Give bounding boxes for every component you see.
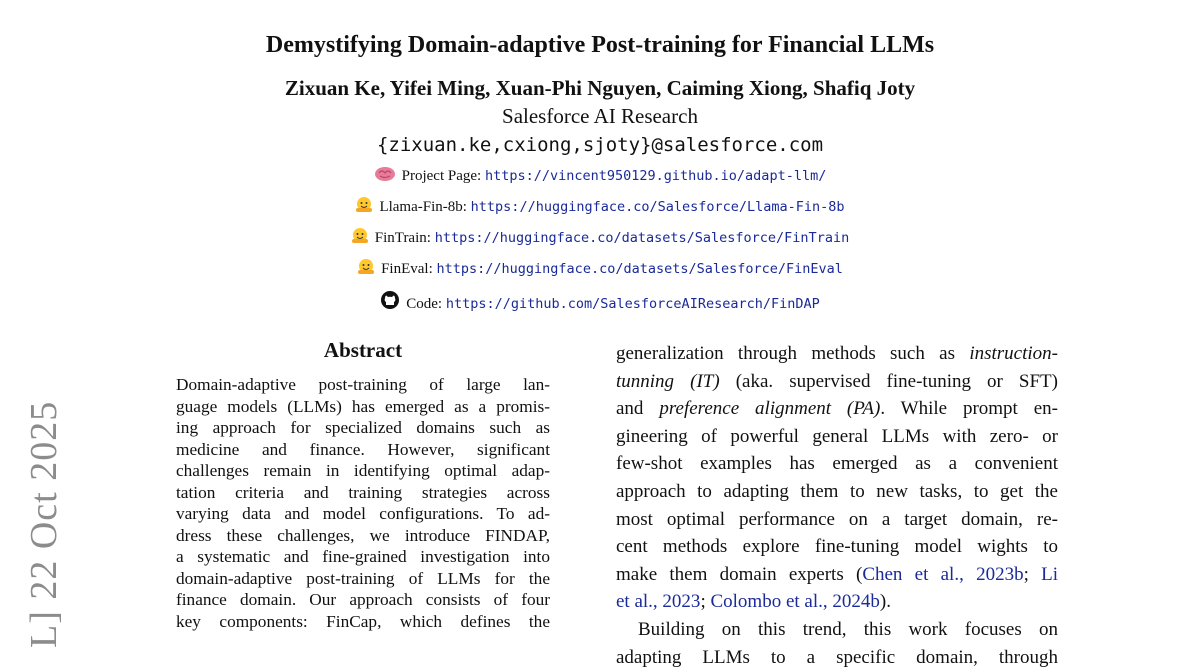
intro-column	[616, 340, 1058, 671]
intro-line: gineering of powerful general LLMs with zero- or	[616, 425, 1058, 447]
abstract-line: dress these challenges, we introduce FINDAP,	[176, 525, 550, 545]
link-code: Code: https://github.com/SalesforceAIResearch/FinDAP	[0, 290, 1200, 321]
paper-affiliation: Salesforce AI Research	[502, 104, 698, 128]
intro-line: tunning (IT) (aka. supervised fine-tuning or SFT)	[616, 370, 1058, 392]
hugging-face-icon	[357, 259, 375, 280]
arxiv-side-stamp: L] 22 Oct 2025	[23, 400, 65, 648]
resource-links	[0, 166, 1200, 321]
project-page-link[interactable]: https://vincent950129.github.io/adapt-llm/	[484, 168, 827, 184]
abstract-line: finance domain. Our approach consists of four	[176, 590, 550, 609]
intro-line: et al., 2023; Colombo et al., 2024b).	[616, 591, 891, 613]
intro-line: approach to adapting them to new tasks, to get the	[616, 480, 1058, 502]
abstract-body	[176, 374, 550, 632]
code-link[interactable]: https://github.com/SalesforceAIResearch/FinDAP	[445, 296, 820, 312]
citation-link[interactable]: et al., 2023	[616, 591, 701, 613]
abstract-line: domain-adaptive post-training of LLMs for the	[176, 568, 550, 588]
abstract-line: tation criteria and training strategies across	[176, 482, 550, 502]
hugging-face-icon	[355, 197, 373, 218]
brain-icon	[374, 166, 396, 187]
link-fineval: FinEval: https://huggingface.co/datasets/Salesforce/FinEval	[0, 259, 1200, 290]
abstract-line: varying data and model configurations. To ad-	[176, 504, 550, 523]
intro-line: adapting LLMs to a specific domain, through	[616, 646, 1058, 668]
fintrain-link[interactable]: https://huggingface.co/datasets/Salesforce/FinTrain	[434, 230, 850, 246]
link-llama-fin: Llama-Fin-8b: https://huggingface.co/Salesforce/Llama-Fin-8b	[0, 197, 1200, 228]
github-icon	[380, 290, 400, 315]
hugging-face-icon	[351, 228, 369, 249]
abstract-line: medicine and finance. However, significant	[176, 439, 550, 459]
intro-line: most optimal performance on a target domain, re-	[616, 508, 1058, 530]
fineval-link[interactable]: https://huggingface.co/datasets/Salesforce/FinEval	[436, 261, 843, 277]
link-fintrain: FinTrain: https://huggingface.co/datasets/Salesforce/FinTrain	[0, 228, 1200, 259]
abstract-line: a systematic and fine-grained investigation into	[176, 547, 550, 566]
abstract-heading: Abstract	[323, 338, 403, 362]
abstract-line: challenges remain in identifying optimal adap-	[176, 461, 550, 480]
intro-line: few-shot examples has emerged as a convenient	[616, 453, 1058, 475]
abstract-line: guage models (LLMs) has emerged as a promis-	[176, 396, 550, 416]
abstract-line: key components: FinCap, which defines the	[176, 611, 550, 631]
intro-line: make them domain experts (Chen et al., 2023b; Li	[616, 563, 1058, 585]
abstract-line: ing approach for specialized domains such as	[176, 418, 550, 437]
intro-line: Building on this trend, this work focuses on	[638, 618, 1058, 640]
paper-authors: Zixuan Ke, Yifei Ming, Xuan-Phi Nguyen, Caiming Xiong, Shafiq Joty	[284, 76, 916, 100]
citation-link[interactable]: Chen et al., 2023b	[862, 563, 1024, 585]
link-project-page: Project Page: https://vincent950129.github.io/adapt-llm/	[0, 166, 1200, 197]
intro-line: and preference alignment (PA). While prompt en-	[616, 398, 1058, 420]
intro-line: cent methods explore fine-tuning model wights to	[616, 536, 1058, 558]
citation-link[interactable]: Colombo et al., 2024b	[710, 591, 880, 613]
intro-line: generalization through methods such as instruction-	[616, 343, 1058, 364]
paper-title: Demystifying Domain-adaptive Post-training for Financial LLMs	[265, 32, 935, 58]
abstract-line: Domain-adaptive post-training of large lan-	[176, 375, 550, 394]
paper-email: {zixuan.ke,cxiong,sjoty}@salesforce.com	[376, 134, 824, 156]
llama-fin-link[interactable]: https://huggingface.co/Salesforce/Llama-Fin-8b	[470, 199, 845, 215]
citation-link[interactable]: Li	[1041, 563, 1058, 585]
